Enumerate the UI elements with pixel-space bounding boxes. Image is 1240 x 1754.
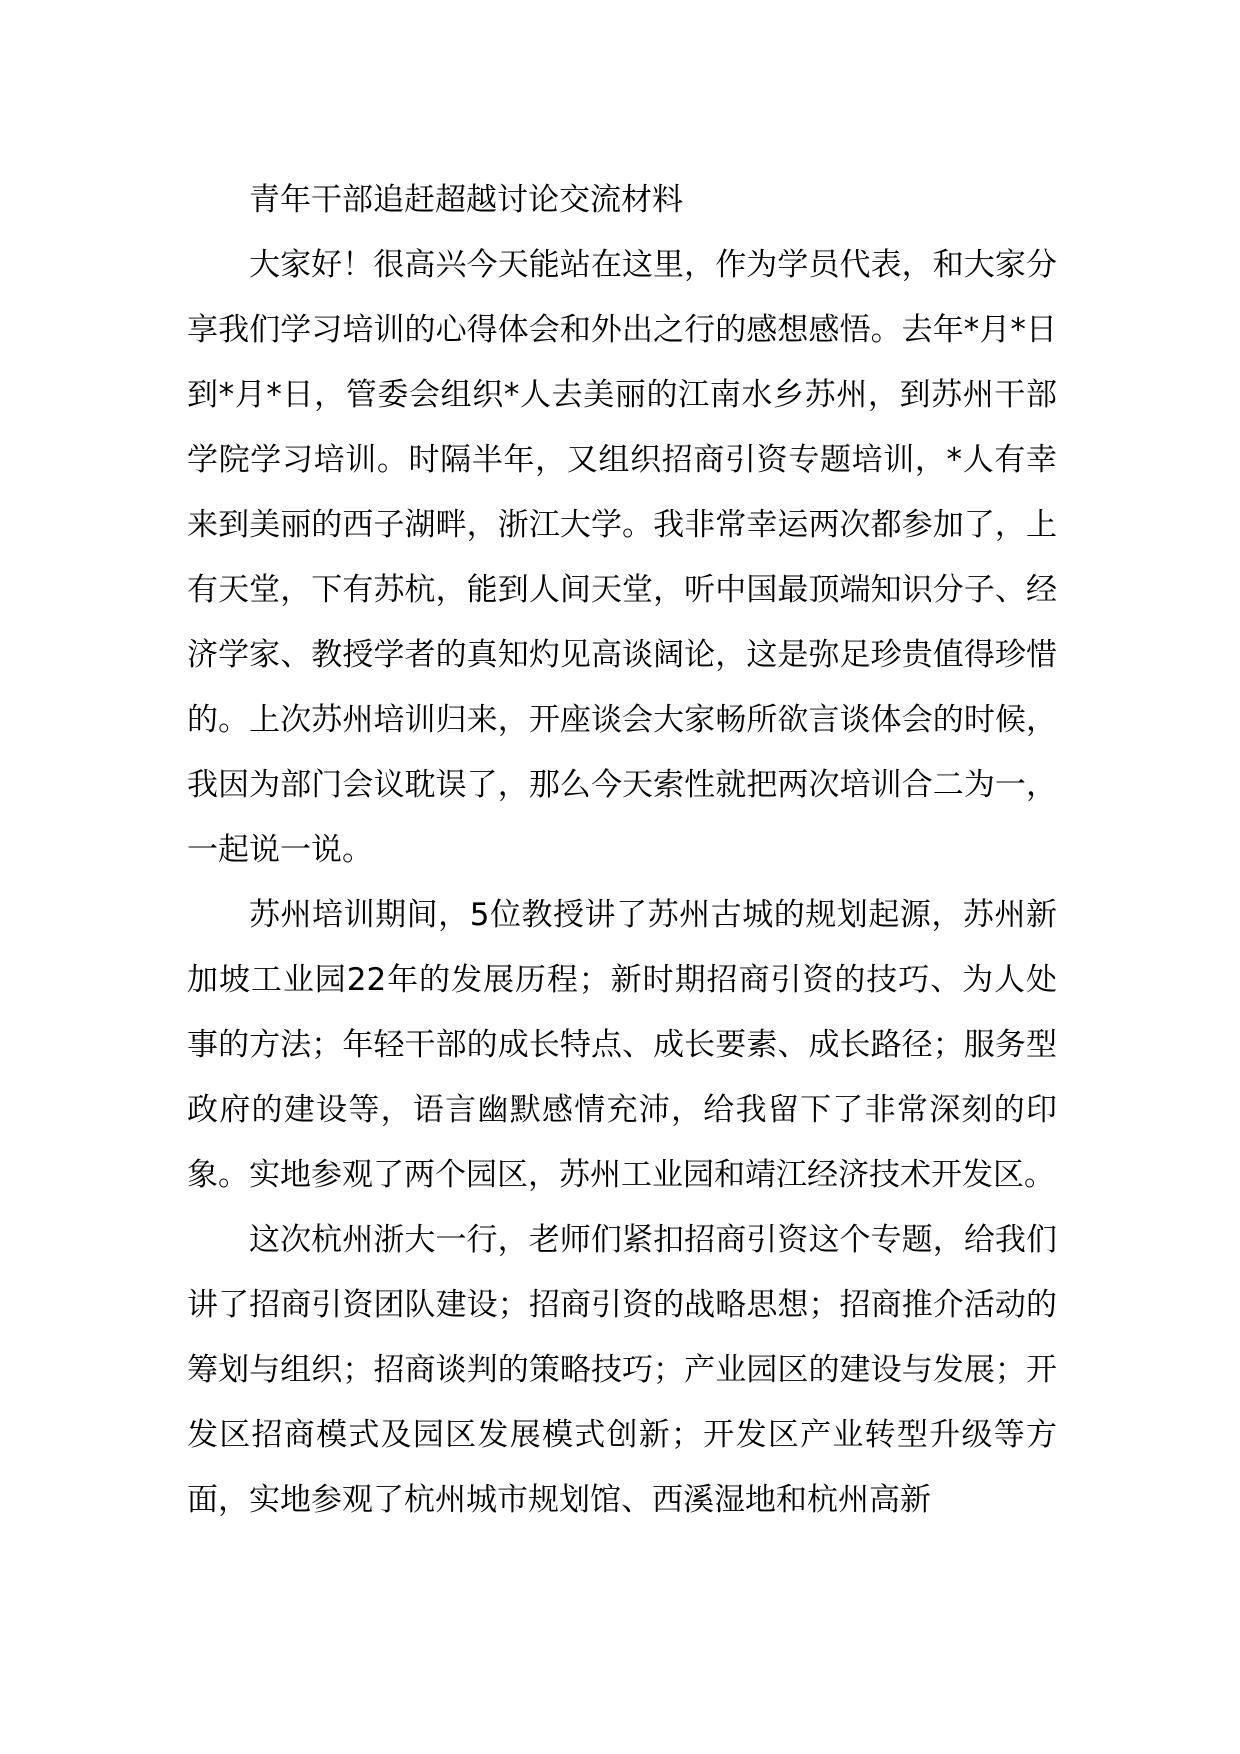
document-page: [187, 168, 1057, 1533]
document-title: 青年干部追赶超越讨论交流材料: [249, 182, 683, 218]
paragraph-2: 苏州培训期间，5位教授讲了苏州古城的规划起源，苏州新加坡工业园22年的发展历程；新时期招商引资的技巧、为人处事的方法；年轻干部的成长特点、成长要素、成长路径；服务型政府的建设等，语言幽默感情充沛，给我留下了非常深刻的印象。实地参观了两个园区，苏州工业园和靖江经济技术开发区。: [187, 897, 1057, 1193]
paragraph-3: 这次杭州浙大一行，老师们紧扣招商引资这个专题，给我们讲了招商引资团队建设；招商引资的战略思想；招商推介活动的筹划与组织；招商谈判的策略技巧；产业园区的建设与发展；开发区招商模式及园区发展模式创新；开发区产业转型升级等方面，实地参观了杭州城市规划馆、西溪湿地和杭州高新: [187, 1222, 1057, 1518]
paragraph-1: 大家好！很高兴今天能站在这里，作为学员代表，和大家分享我们学习培训的心得体会和外出之行的感想感悟。去年*月*日到*月*日，管委会组织*人去美丽的江南水乡苏州，到苏州干部学院学习培训。时隔半年，又组织招商引资专题培训，*人有幸来到美丽的西子湖畔，浙江大学。我非常幸运两次都参加了，上有天堂，下有苏杭，能到人间天堂，听中国最顶端知识分子、经济学家、教授学者的真知灼见高谈阔论，这是弥足珍贵值得珍惜的。上次苏州培训归来，开座谈会大家畅所欲言谈体会的时候，我因为部门会议耽误了，那么今天索性就把两次培训合二为一，一起说一说。: [187, 247, 1057, 868]
